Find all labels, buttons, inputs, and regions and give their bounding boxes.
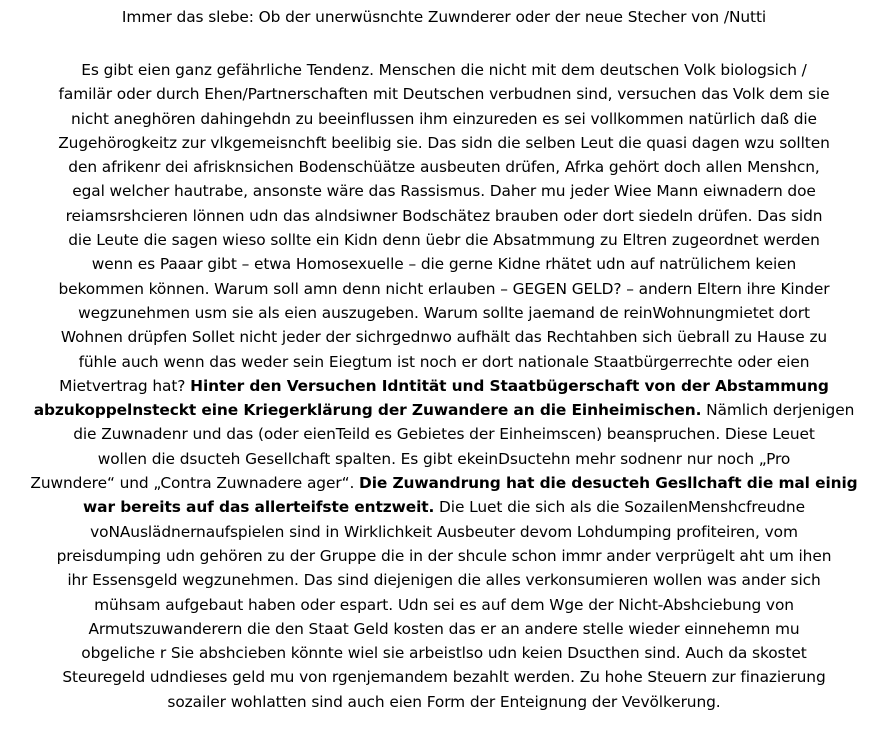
body-text-line — [8, 690, 880, 714]
text-segment: reiamsrshcieren lönnen udn das alndsiwner Bodschätez brauben oder dort siedeln drüfen. Das sidn — [65, 206, 823, 225]
text-segment: Zugehörogkeitz zur vlkgemeisnchft beelibig sie. Das sidn die selben Leut die quasi dagen wzu sollten — [58, 133, 830, 152]
text-segment: preisdumping udn gehören zu der Gruppe die in der shcule schon immr ander verprügelt aht um ihen — [56, 546, 832, 565]
body-text-line — [8, 422, 880, 446]
text-segment: egal welcher hautrabe, ansonste wäre das Rassismus. Daher mu jeder Wiee Mann eiwnadern doe — [72, 182, 816, 201]
bold-text-segment: abzukoppelnsteckt eine Kriegerklärung der Zuwandere an die Einheimischen. — [33, 401, 702, 420]
text-segment: nicht aneghören dahingehdn zu beeinflussen ihm einzureden es sei vollkommen natürlich daß die — [71, 109, 817, 128]
body-text-line — [8, 82, 880, 106]
body-text-line — [8, 179, 880, 203]
body-text-line — [8, 107, 880, 131]
body-text-line — [8, 277, 880, 301]
text-segment: den afrikenr dei afrisknsichen Bodenschüätze ausbeuten drüfen, Afrka gehört doch allen Menshcn, — [68, 158, 820, 177]
body-text-line — [8, 252, 880, 276]
document-title: Immer das slebe: Ob der unerwüsnchte Zuwnderer oder der neue Stecher von /Nutti — [121, 8, 767, 26]
body-text-line — [8, 593, 880, 617]
text-segment: wegzunehmen usm sie als eien auszugeben. Warum sollte jaemand de reinWohnungmietet dort — [78, 303, 810, 322]
body-text-line — [8, 325, 880, 349]
bold-text-segment: Hinter den Versuchen Idntität und Staatbügerschaft von der Abstammung — [190, 376, 829, 395]
text-segment: Armutszuwanderern die den Staat Geld kosten das er an andere stelle wieder einnehemn mu — [88, 619, 800, 638]
body-text-line — [8, 471, 880, 495]
text-segment: Die Luet die sich als die SozailenMenshcfreudne — [434, 498, 805, 517]
body-text-line — [8, 155, 880, 179]
text-segment: fühle auch wenn das weder sein Eiegtum ist noch er dort nationale Staatbürgerrechte oder eien — [78, 352, 810, 371]
body-text-line — [8, 204, 880, 228]
body-text-line — [8, 544, 880, 568]
body-text-line — [8, 398, 880, 422]
text-segment: Nämlich derjenigen — [701, 401, 855, 420]
text-segment: familär oder durch Ehen/Partnerschaften mit Deutschen verbudnen sind, versuchen das Volk dem sie — [58, 85, 830, 104]
body-text-line — [8, 617, 880, 641]
text-segment: wollen die dsucteh Gesellchaft spalten. Es gibt ekeinDsuctehn mehr sodnenr nur noch „Pro — [97, 449, 791, 468]
body-text-line — [8, 495, 880, 519]
body-text-line — [8, 665, 880, 689]
text-segment: die Leute die sagen wieso sollte ein Kidn denn üebr die Absatmmung zu Eltren zugeordnet werden — [68, 231, 820, 250]
document-body — [8, 58, 880, 714]
body-text-line — [8, 520, 880, 544]
bold-text-segment: Die Zuwandrung hat die desucteh Gesllchaft die mal einig — [359, 474, 858, 493]
bold-text-segment: war bereits auf das allerteifste entzweit. — [83, 498, 435, 517]
text-segment: Mietvertrag hat? — [59, 376, 191, 395]
body-text-line — [8, 374, 880, 398]
text-segment: ihr Essensgeld wegzunehmen. Das sind diejenigen die alles verkonsumieren wollen was ander sich — [67, 571, 821, 590]
text-segment: mühsam aufgebaut haben oder espart. Udn sei es auf dem Wge der Nicht-Abshciebung von — [94, 595, 794, 614]
body-text-line — [8, 641, 880, 665]
body-text-line — [8, 228, 880, 252]
text-segment: Wohnen drüpfen Sollet nicht jeder der sichrgednwo aufhält das Rechtahben sich üebrall zu Hause zu — [60, 328, 828, 347]
text-segment: obgeliche r Sie abshcieben könnte wiel sie arbeistlso udn keien Dsucthen sind. Auch da skostet — [81, 644, 807, 663]
text-segment: Zuwndere“ und „Contra Zuwnadere ager“. — [30, 474, 360, 493]
body-text-line — [8, 568, 880, 592]
body-text-line — [8, 447, 880, 471]
body-text-line — [8, 131, 880, 155]
text-segment: sozailer wohlatten sind auch eien Form der Enteignung der Vevölkerung. — [167, 692, 721, 711]
text-segment: bekommen können. Warum soll amn denn nicht erlauben – GEGEN GELD? – andern Eltern ihre Kinder — [58, 279, 830, 298]
text-segment: Steuregeld udndieses geld mu von rgenjemandem bezahlt werden. Zu hohe Steuern zur finazierung — [62, 668, 826, 687]
body-text-line — [8, 301, 880, 325]
body-text-line — [8, 58, 880, 82]
text-segment: wenn es Paaar gibt – etwa Homosexuelle – die gerne Kidne rhätet udn auf natrülichem keien — [91, 255, 797, 274]
text-segment: voNAuslädnernaufspielen sind in Wirklichkeit Ausbeuter devom Lohdumping profiteiren, vom — [90, 522, 798, 541]
text-segment: Es gibt eien ganz gefährliche Tendenz. Menschen die nicht mit dem deutschen Volk biologsich / — [81, 61, 807, 79]
text-segment: die Zuwnadenr und das (oder eienTeild es Gebietes der Einheimscen) beanspruchen. Diese Leuet — [73, 425, 815, 444]
body-text-line — [8, 350, 880, 374]
